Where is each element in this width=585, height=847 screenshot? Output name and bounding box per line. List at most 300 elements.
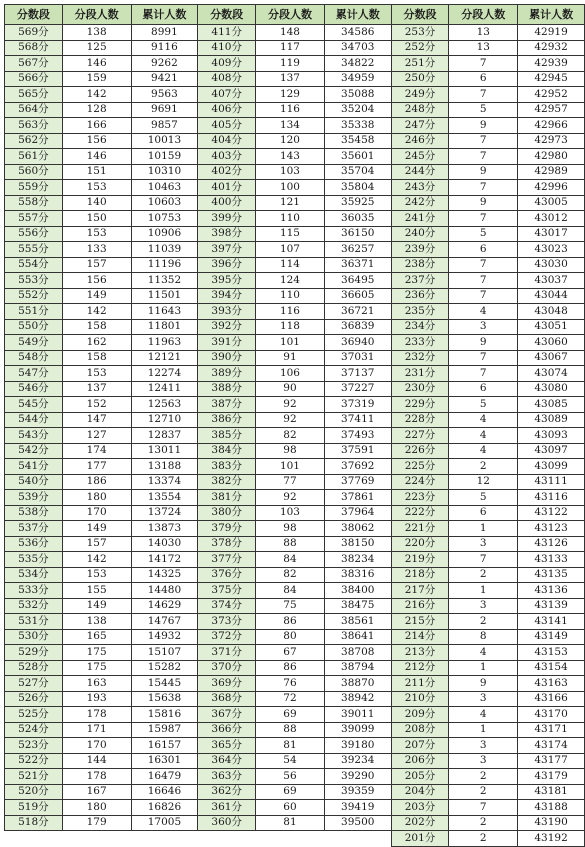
score-cell: 379分: [198, 521, 256, 537]
segment-count-cell: 90: [256, 381, 325, 397]
segment-count-cell: 180: [62, 490, 131, 506]
segment-count-cell: 88: [256, 722, 325, 738]
segment-count-cell: 7: [449, 149, 518, 165]
score-cell: 408分: [198, 71, 256, 87]
score-cell: 206分: [391, 753, 449, 769]
cumulative-count-cell: 37411: [324, 412, 391, 428]
segment-count-cell: 153: [62, 226, 131, 242]
segment-count-cell: 84: [256, 552, 325, 568]
segment-count-cell: 128: [62, 102, 131, 118]
cumulative-count-cell: 16826: [131, 800, 198, 816]
cumulative-count-cell: 43174: [518, 738, 585, 754]
table-row: [5, 831, 585, 847]
score-cell: 531分: [5, 614, 63, 630]
cumulative-count-cell: 36839: [324, 319, 391, 335]
segment-count-cell: 9: [449, 676, 518, 692]
cumulative-count-cell: 35601: [324, 149, 391, 165]
cumulative-count-cell: 43154: [518, 660, 585, 676]
cumulative-count-cell: 14030: [131, 536, 198, 552]
cumulative-count-cell: 12710: [131, 412, 198, 428]
score-cell: 245分: [391, 149, 449, 165]
table-row: [5, 691, 585, 707]
cumulative-count-cell: 11501: [131, 288, 198, 304]
segment-count-cell: 103: [256, 505, 325, 521]
segment-count-cell: 60: [256, 800, 325, 816]
cumulative-count-cell: 38870: [324, 676, 391, 692]
segment-count-cell: 138: [62, 614, 131, 630]
table-row: [5, 428, 585, 444]
segment-count-cell: 7: [449, 211, 518, 227]
cumulative-count-cell: 42996: [518, 180, 585, 196]
segment-count-cell: 155: [62, 583, 131, 599]
score-cell: 248分: [391, 102, 449, 118]
score-cell: 372分: [198, 629, 256, 645]
cumulative-count-cell: 43188: [518, 800, 585, 816]
cumulative-count-cell: 12563: [131, 397, 198, 413]
score-cell: 523分: [5, 738, 63, 754]
score-cell: 558分: [5, 195, 63, 211]
table-row: [5, 629, 585, 645]
cumulative-count-cell: 43037: [518, 273, 585, 289]
segment-count-cell: 92: [256, 397, 325, 413]
cumulative-count-cell: 14767: [131, 614, 198, 630]
segment-count-cell: 186: [62, 474, 131, 490]
segment-count-cell: 170: [62, 505, 131, 521]
cumulative-count-cell: 42966: [518, 118, 585, 134]
score-cell: 375分: [198, 583, 256, 599]
cumulative-count-cell: 43048: [518, 304, 585, 320]
segment-count-cell: 153: [62, 567, 131, 583]
score-cell: 203分: [391, 800, 449, 816]
table-row: [5, 195, 585, 211]
score-cell: 222分: [391, 505, 449, 521]
cumulative-count-cell: 38062: [324, 521, 391, 537]
cumulative-count-cell: 42919: [518, 25, 585, 41]
cumulative-count-cell: 37319: [324, 397, 391, 413]
segment-count-cell: 150: [62, 211, 131, 227]
cumulative-count-cell: 42957: [518, 102, 585, 118]
cumulative-count-cell: 35204: [324, 102, 391, 118]
score-cell: 213分: [391, 645, 449, 661]
score-cell: 406分: [198, 102, 256, 118]
cumulative-count-cell: 43051: [518, 319, 585, 335]
segment-count-cell: 88: [256, 536, 325, 552]
score-cell: 217分: [391, 583, 449, 599]
cumulative-count-cell: 13873: [131, 521, 198, 537]
table-row: [5, 552, 585, 568]
segment-count-cell: 81: [256, 815, 325, 831]
cumulative-count-cell: 43097: [518, 443, 585, 459]
cumulative-count-cell: 43030: [518, 257, 585, 273]
score-cell: 548分: [5, 350, 63, 366]
score-cell: 557分: [5, 211, 63, 227]
score-cell: 561分: [5, 149, 63, 165]
segment-count-cell: 149: [62, 598, 131, 614]
cumulative-count-cell: 38708: [324, 645, 391, 661]
segment-count-cell: 2: [449, 831, 518, 847]
segment-count-cell: 193: [62, 691, 131, 707]
cumulative-count-cell: 43171: [518, 722, 585, 738]
score-cell: 234分: [391, 319, 449, 335]
score-cell: 568分: [5, 40, 63, 56]
table-row: [5, 350, 585, 366]
segment-count-cell: 162: [62, 335, 131, 351]
cumulative-count-cell: 43067: [518, 350, 585, 366]
segment-count-cell: 9: [449, 195, 518, 211]
score-cell: 551分: [5, 304, 63, 320]
score-cell: 392分: [198, 319, 256, 335]
table-row: [5, 335, 585, 351]
score-cell: 410分: [198, 40, 256, 56]
segment-count-cell: 6: [449, 71, 518, 87]
segment-count-cell: 143: [256, 149, 325, 165]
cumulative-count-cell: 10463: [131, 180, 198, 196]
score-cell: 368分: [198, 691, 256, 707]
score-cell: 534分: [5, 567, 63, 583]
score-cell: 403分: [198, 149, 256, 165]
segment-count-cell: 142: [62, 552, 131, 568]
segment-count-cell: 118: [256, 319, 325, 335]
cumulative-count-cell: 14325: [131, 567, 198, 583]
cumulative-count-cell: 43139: [518, 598, 585, 614]
score-cell: 390分: [198, 350, 256, 366]
segment-count-cell: 80: [256, 629, 325, 645]
cumulative-count-cell: 42945: [518, 71, 585, 87]
table-row: [5, 102, 585, 118]
cumulative-count-cell: 38942: [324, 691, 391, 707]
segment-count-cell: 13: [449, 40, 518, 56]
cumulative-count-cell: 36605: [324, 288, 391, 304]
cumulative-count-cell: 9563: [131, 87, 198, 103]
header-score-range-1: 分数段: [5, 5, 63, 25]
cumulative-count-cell: 17005: [131, 815, 198, 831]
table-row: [5, 567, 585, 583]
score-cell: 369分: [198, 676, 256, 692]
score-cell: 550分: [5, 319, 63, 335]
cumulative-count-cell: 43141: [518, 614, 585, 630]
segment-count-cell: 54: [256, 753, 325, 769]
cumulative-count-cell: 35088: [324, 87, 391, 103]
score-cell: 405分: [198, 118, 256, 134]
table-row: [5, 288, 585, 304]
cumulative-count-cell: 39099: [324, 722, 391, 738]
score-cell: 220分: [391, 536, 449, 552]
empty-cell: [198, 831, 256, 847]
score-cell: 541分: [5, 459, 63, 475]
header-segment-count-3: 分段人数: [449, 5, 518, 25]
header-row: [5, 5, 585, 25]
segment-count-cell: 3: [449, 691, 518, 707]
cumulative-count-cell: 37031: [324, 350, 391, 366]
score-cell: 560分: [5, 164, 63, 180]
score-cell: 229分: [391, 397, 449, 413]
cumulative-count-cell: 42980: [518, 149, 585, 165]
segment-count-cell: 9: [449, 335, 518, 351]
segment-count-cell: 5: [449, 102, 518, 118]
cumulative-count-cell: 11801: [131, 319, 198, 335]
score-cell: 520分: [5, 784, 63, 800]
cumulative-count-cell: 43126: [518, 536, 585, 552]
cumulative-count-cell: 9421: [131, 71, 198, 87]
segment-count-cell: 165: [62, 629, 131, 645]
segment-count-cell: 175: [62, 645, 131, 661]
cumulative-count-cell: 16157: [131, 738, 198, 754]
segment-count-cell: 147: [62, 412, 131, 428]
segment-count-cell: 67: [256, 645, 325, 661]
segment-count-cell: 3: [449, 738, 518, 754]
cumulative-count-cell: 43135: [518, 567, 585, 583]
score-cell: 376分: [198, 567, 256, 583]
segment-count-cell: 157: [62, 536, 131, 552]
segment-count-cell: 82: [256, 428, 325, 444]
cumulative-count-cell: 43192: [518, 831, 585, 847]
score-cell: 404分: [198, 133, 256, 149]
segment-count-cell: 7: [449, 56, 518, 72]
cumulative-count-cell: 37692: [324, 459, 391, 475]
cumulative-count-cell: 43005: [518, 195, 585, 211]
segment-count-cell: 140: [62, 195, 131, 211]
table-row: [5, 784, 585, 800]
score-cell: 237分: [391, 273, 449, 289]
score-cell: 227分: [391, 428, 449, 444]
cumulative-count-cell: 13374: [131, 474, 198, 490]
empty-cell: [5, 831, 63, 847]
score-cell: 380分: [198, 505, 256, 521]
segment-count-cell: 146: [62, 149, 131, 165]
segment-count-cell: 77: [256, 474, 325, 490]
segment-count-cell: 6: [449, 381, 518, 397]
cumulative-count-cell: 43111: [518, 474, 585, 490]
score-cell: 542分: [5, 443, 63, 459]
score-cell: 559分: [5, 180, 63, 196]
cumulative-count-cell: 43093: [518, 428, 585, 444]
cumulative-count-cell: 11196: [131, 257, 198, 273]
segment-count-cell: 6: [449, 242, 518, 258]
table-row: [5, 118, 585, 134]
empty-cell: [324, 831, 391, 847]
segment-count-cell: 4: [449, 428, 518, 444]
segment-count-cell: 98: [256, 521, 325, 537]
cumulative-count-cell: 15107: [131, 645, 198, 661]
cumulative-count-cell: 43060: [518, 335, 585, 351]
segment-count-cell: 81: [256, 738, 325, 754]
cumulative-count-cell: 15445: [131, 676, 198, 692]
table-row: [5, 180, 585, 196]
score-cell: 546分: [5, 381, 63, 397]
score-cell: 231分: [391, 366, 449, 382]
cumulative-count-cell: 9857: [131, 118, 198, 134]
score-cell: 529分: [5, 645, 63, 661]
cumulative-count-cell: 43122: [518, 505, 585, 521]
cumulative-count-cell: 12274: [131, 366, 198, 382]
table-row: [5, 257, 585, 273]
segment-count-cell: 117: [256, 40, 325, 56]
cumulative-count-cell: 37591: [324, 443, 391, 459]
cumulative-count-cell: 10013: [131, 133, 198, 149]
segment-count-cell: 142: [62, 304, 131, 320]
score-cell: 363分: [198, 769, 256, 785]
cumulative-count-cell: 39011: [324, 707, 391, 723]
cumulative-count-cell: 43179: [518, 769, 585, 785]
score-cell: 233分: [391, 335, 449, 351]
segment-count-cell: 138: [62, 25, 131, 41]
header-cumulative-count-2: 累计人数: [324, 5, 391, 25]
score-cell: 373分: [198, 614, 256, 630]
header-segment-count-1: 分段人数: [62, 5, 131, 25]
segment-count-cell: 120: [256, 133, 325, 149]
segment-count-cell: 1: [449, 660, 518, 676]
score-cell: 533分: [5, 583, 63, 599]
segment-count-cell: 158: [62, 319, 131, 335]
score-cell: 552分: [5, 288, 63, 304]
cumulative-count-cell: 12837: [131, 428, 198, 444]
cumulative-count-cell: 35925: [324, 195, 391, 211]
cumulative-count-cell: 43099: [518, 459, 585, 475]
score-cell: 244分: [391, 164, 449, 180]
score-cell: 252分: [391, 40, 449, 56]
score-cell: 407分: [198, 87, 256, 103]
table-row: [5, 722, 585, 738]
segment-count-cell: 91: [256, 350, 325, 366]
segment-count-cell: 116: [256, 304, 325, 320]
table-row: [5, 397, 585, 413]
segment-count-cell: 156: [62, 273, 131, 289]
score-cell: 209分: [391, 707, 449, 723]
segment-count-cell: 170: [62, 738, 131, 754]
score-cell: 385分: [198, 428, 256, 444]
cumulative-count-cell: 36371: [324, 257, 391, 273]
score-cell: 238分: [391, 257, 449, 273]
segment-count-cell: 2: [449, 459, 518, 475]
score-cell: 225分: [391, 459, 449, 475]
segment-count-cell: 3: [449, 598, 518, 614]
cumulative-count-cell: 9691: [131, 102, 198, 118]
table-row: [5, 598, 585, 614]
cumulative-count-cell: 35804: [324, 180, 391, 196]
score-cell: 395分: [198, 273, 256, 289]
cumulative-count-cell: 11963: [131, 335, 198, 351]
score-cell: 535分: [5, 552, 63, 568]
segment-count-cell: 177: [62, 459, 131, 475]
segment-count-cell: 69: [256, 707, 325, 723]
segment-count-cell: 167: [62, 784, 131, 800]
table-body: [5, 25, 585, 847]
cumulative-count-cell: 14480: [131, 583, 198, 599]
score-cell: 215分: [391, 614, 449, 630]
cumulative-count-cell: 12121: [131, 350, 198, 366]
table-row: [5, 583, 585, 599]
segment-count-cell: 146: [62, 56, 131, 72]
cumulative-count-cell: 43136: [518, 583, 585, 599]
cumulative-count-cell: 43085: [518, 397, 585, 413]
cumulative-count-cell: 37964: [324, 505, 391, 521]
segment-count-cell: 56: [256, 769, 325, 785]
cumulative-count-cell: 35458: [324, 133, 391, 149]
cumulative-count-cell: 35338: [324, 118, 391, 134]
score-cell: 527分: [5, 676, 63, 692]
score-cell: 521分: [5, 769, 63, 785]
table-row: [5, 71, 585, 87]
cumulative-count-cell: 38794: [324, 660, 391, 676]
cumulative-count-cell: 42952: [518, 87, 585, 103]
score-cell: 383分: [198, 459, 256, 475]
score-cell: 567分: [5, 56, 63, 72]
segment-count-cell: 98: [256, 443, 325, 459]
cumulative-count-cell: 39359: [324, 784, 391, 800]
score-cell: 399分: [198, 211, 256, 227]
segment-count-cell: 127: [62, 428, 131, 444]
cumulative-count-cell: 43017: [518, 226, 585, 242]
segment-count-cell: 2: [449, 769, 518, 785]
score-cell: 370分: [198, 660, 256, 676]
score-cell: 240分: [391, 226, 449, 242]
segment-count-cell: 7: [449, 133, 518, 149]
segment-count-cell: 4: [449, 304, 518, 320]
score-cell: 539分: [5, 490, 63, 506]
score-cell: 247分: [391, 118, 449, 134]
segment-count-cell: 86: [256, 660, 325, 676]
score-cell: 554分: [5, 257, 63, 273]
segment-count-cell: 69: [256, 784, 325, 800]
cumulative-count-cell: 43123: [518, 521, 585, 537]
score-cell: 250分: [391, 71, 449, 87]
score-cell: 563分: [5, 118, 63, 134]
segment-count-cell: 152: [62, 397, 131, 413]
score-cell: 409分: [198, 56, 256, 72]
table-row: [5, 521, 585, 537]
score-cell: 210分: [391, 691, 449, 707]
segment-count-cell: 12: [449, 474, 518, 490]
cumulative-count-cell: 11039: [131, 242, 198, 258]
segment-count-cell: 179: [62, 815, 131, 831]
cumulative-count-cell: 43089: [518, 412, 585, 428]
segment-count-cell: 148: [256, 25, 325, 41]
cumulative-count-cell: 43116: [518, 490, 585, 506]
table-row: [5, 490, 585, 506]
table-row: [5, 319, 585, 335]
score-cell: 232分: [391, 350, 449, 366]
segment-count-cell: 82: [256, 567, 325, 583]
score-cell: 556分: [5, 226, 63, 242]
segment-count-cell: 7: [449, 350, 518, 366]
table-row: [5, 56, 585, 72]
cumulative-count-cell: 38641: [324, 629, 391, 645]
segment-count-cell: 4: [449, 645, 518, 661]
score-cell: 384分: [198, 443, 256, 459]
score-cell: 566分: [5, 71, 63, 87]
score-cell: 374分: [198, 598, 256, 614]
score-cell: 389分: [198, 366, 256, 382]
segment-count-cell: 72: [256, 691, 325, 707]
table-row: [5, 474, 585, 490]
cumulative-count-cell: 38234: [324, 552, 391, 568]
cumulative-count-cell: 10310: [131, 164, 198, 180]
score-cell: 398分: [198, 226, 256, 242]
score-cell: 224分: [391, 474, 449, 490]
score-cell: 367分: [198, 707, 256, 723]
score-cell: 525分: [5, 707, 63, 723]
cumulative-count-cell: 16646: [131, 784, 198, 800]
segment-count-cell: 7: [449, 288, 518, 304]
segment-count-cell: 5: [449, 226, 518, 242]
table-row: [5, 164, 585, 180]
score-cell: 553分: [5, 273, 63, 289]
score-cell: 236分: [391, 288, 449, 304]
segment-count-cell: 1: [449, 583, 518, 599]
cumulative-count-cell: 38475: [324, 598, 391, 614]
cumulative-count-cell: 42932: [518, 40, 585, 56]
score-cell: 223分: [391, 490, 449, 506]
